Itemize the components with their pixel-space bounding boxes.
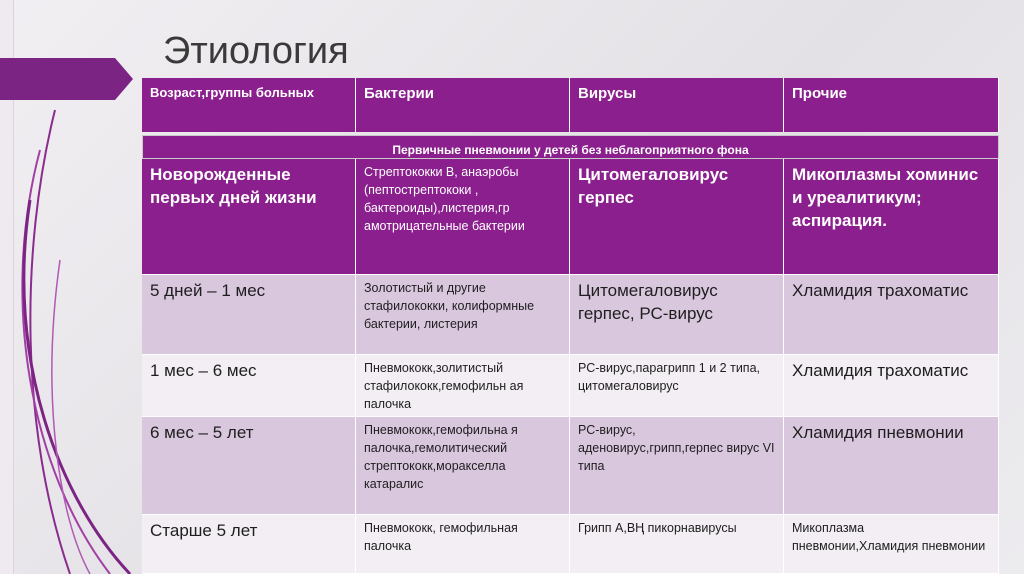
table-cell-other: Микоплазма пневмонии,Хламидия пневмонии [784, 515, 999, 574]
table-cell-age: 1 мес – 6 мес [142, 355, 356, 417]
table-cell-bacteria: Пневмококк, гемофильная палочка [356, 515, 570, 574]
table-cell-viruses: РС-вирус, аденовирус,грипп,герпес вирус VI типа [570, 417, 784, 515]
table-cell-other: Микоплазмы хоминис и уреалитикум; аспирация. [784, 159, 999, 275]
table-cell-bacteria: Пневмококк,золитистый стафилококк,гемофильн ая палочка [356, 355, 570, 417]
slide-title: Этиология [163, 30, 349, 72]
table-cell-other: Хламидия трахоматис [784, 355, 999, 417]
table-cell-age: Старше 5 лет [142, 515, 356, 574]
table-cell-viruses: Цитомегаловирус герпес [570, 159, 784, 275]
header-other: Прочие [784, 78, 999, 132]
header-viruses: Вирусы [570, 78, 784, 132]
table-cell-viruses: Цитомегаловирус герпес, РС-вирус [570, 275, 784, 355]
decorative-swirl [0, 0, 140, 574]
table-cell-bacteria: Стрептококки В, анаэробы (пептострептококи , бактероиды),листерия,гр амотрицательные бактерии [356, 159, 570, 275]
table-cell-age: 5 дней – 1 мес [142, 275, 356, 355]
table-cell-other: Хламидия трахоматис [784, 275, 999, 355]
table-subheader: Первичные пневмонии у детей без неблагоприятного фона [142, 135, 999, 159]
table-cell-other: Хламидия пневмонии [784, 417, 999, 515]
table-cell-viruses: Грипп А,ВҢ пикорнавирусы [570, 515, 784, 574]
table-cell-age: Новорожденные первых дней жизни [142, 159, 356, 275]
header-bacteria: Бактерии [356, 78, 570, 132]
table-cell-viruses: РС-вирус,парагрипп 1 и 2 типа, цитомегаловирус [570, 355, 784, 417]
header-age: Возраст,группы больных [142, 78, 356, 132]
table-cell-age: 6 мес – 5 лет [142, 417, 356, 515]
table-cell-bacteria: Золотистый и другие стафилококки, колиформные бактерии, листерия [356, 275, 570, 355]
table-cell-bacteria: Пневмококк,гемофильна я палочка,гемолитический стрептококк,моракселла катаралис [356, 417, 570, 515]
